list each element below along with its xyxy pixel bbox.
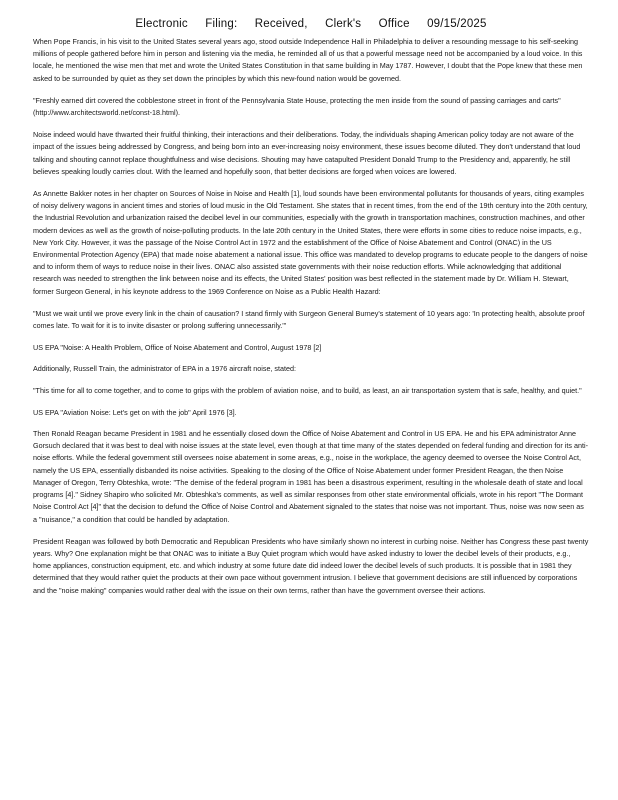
paragraph-cobblestone-quote: "Freshly earned dirt covered the cobblestone street in front of the Pennsylvania State House, protecting the men inside from the sound of passing carriages and carts" (http://www.architectsworld.net/const-18.html). [33, 95, 561, 118]
filing-stamp-header: Electronic Filing: Received, Clerk's Office 09/15/2025 [135, 18, 487, 30]
paragraph-reagan-onac: Then Ronald Reagan became President in 1981 and he essentially closed down the Office of Noise Abatement and Control in US EPA. He and his EPA administrator Anne Gorsuch declared that it was best to deal with noise issues at the state level, even though at that time many of the states depended on federal funding and direction for its anti-noise efforts. While the federal government still oversees noise abatement in some areas, e.g., noise in the workplace, the agency deemed to oversee the Noise Control Act, namely the US EPA, essentially disbanded its noise activities. Speaking to the closing of the Office of Noise Abatement under former President Reagan, the then Noise Manager of Oregon, Terry Obteshka, wrote: "The demise of the federal program in 1981 has been a disastrous experiment, resulting in the wholesale death of state and local programs [4]." Sidney Shapiro who solicited Mr. Obteshka's comments, as well as similar responses from other state environmental officials, wrote in his report "The Dormant Noise Control Act [4]" that the decision to defund the Office of Noise Control and Abatement signaled to the states that noise was not important. Thus, noise was now seen as a "nuisance," a condition that could be handled by adaptation. [33, 429, 588, 524]
paragraph-train-quote: "This time for all to come together, and to come to grips with the problem of aviation noise, and to build, as least, an air transportation system that is safe, healthy, and quiet." [33, 385, 582, 395]
document-page [33, 18, 589, 607]
paragraph-epa-citation-1978: US EPA "Noise: A Health Problem, Office of Noise Abatement and Control, August 1978 [2] [33, 343, 322, 353]
paragraph-bakker-sources: As Annette Bakker notes in her chapter on Sources of Noise in Noise and Health [1], loud sounds have been environmental pollutants for thousands of years, citing examples of noisy delivery wagons in ancient times and stories of loud music in the Old Testament. She states that in recent times, from the end of the 19th century into the 20th century, the Industrial Revolution and urbanization raised the decibel level in our communities, especially with the growth in transportation machines, construction machines, and other modern devices as well as the growth of noise-polluting products. In the late 20th century in the United States, there were efforts in some cities to reduce noise impacts, e.g., New York City. However, it was the passage of the Noise Control Act in 1972 and the establishment of the Office of Noise Abatement and Control (ONAC) in the US Environmental Protection Agency (EPA) that made noise abatement a national issue. This office was mandated to develop programs to educate people to the dangers of noise and to inform them of ways to reduce noise in their lives. ONAC also assisted state governments with their noise reduction efforts. While acknowledging that additional research was needed to strengthen the link between noise and its effects, the United States' position was best reflected in the statement made by Dr. William H. Stewart, former Surgeon General, in his keynote address to the 1969 Conference on Noise as a Public Health Hazard: [33, 189, 588, 296]
paragraph-epa-citation-1976: US EPA "Aviation Noise: Let's get on with the job" April 1976 [3]. [33, 407, 237, 417]
paragraph-russell-train: Additionally, Russell Train, the administrator of EPA in a 1976 aircraft noise, stated: [33, 364, 297, 374]
paragraph-stewart-quote: "Must we wait until we prove every link in the chain of causation? I stand firmly with Surgeon General Burney's statement of 10 years ago: 'In protecting health, absolute proof comes late. To wait for it is to invite disaster or prolong suffering unnecessarily.'" [33, 308, 585, 331]
paragraph-noise-thwarted: Noise indeed would have thwarted their fruitful thinking, their interactions and their deliberations. Today, the individuals shaping American policy today are not aware of the impact of the issues being addressed by Congress, and being born into an ever-increasing noisy environment, these issues become diluted. They don't understand that loud talking and shouting cannot replace thoughtfulness and wise decisions. Shouting may have catapulted President Donald Trump to the Presidency and, apparently, he still believes speaking loudly carries clout. With the learned and hopefully soon, that better decisions are forged when voices are lowered. [33, 130, 581, 176]
paragraph-pope-francis: When Pope Francis, in his visit to the United States several years ago, stood outside Independence Hall in Philadelphia to deliver a resounding message to his self-seeking millions of people gathered before him in person and listening via the media, he reminded all of us that a powerful message need not be accompanied by a loud voice. In this locale, he mentioned the wise men that met and wrote the United States Constitution in that same building in May 1787. However, I doubt that the Pope knew that these men asked to be surrounded by quiet as they set down the principles by which this new-found nation would be governed. [33, 37, 583, 83]
paragraph-later-presidents: President Reagan was followed by both Democratic and Republican Presidents who have similarly shown no interest in curbing noise. Neither has Congress these past twenty years. Why? One explanation might be that ONAC was to initiate a Buy Quiet program which would have asked industry to lower the decibel levels of their products, e.g., home appliances, construction equipment, etc. and which industry at some future date did indeed lower the decibel levels of such products. It is possible that in 1981 they determined that they would rather quiet the products at their own pace without government intrusion. I believe that government decisions are still influenced by corporations and the "noise making" companies would rather deal with the issue on their own terms, rather than have the government oversee their actions. [33, 536, 589, 595]
